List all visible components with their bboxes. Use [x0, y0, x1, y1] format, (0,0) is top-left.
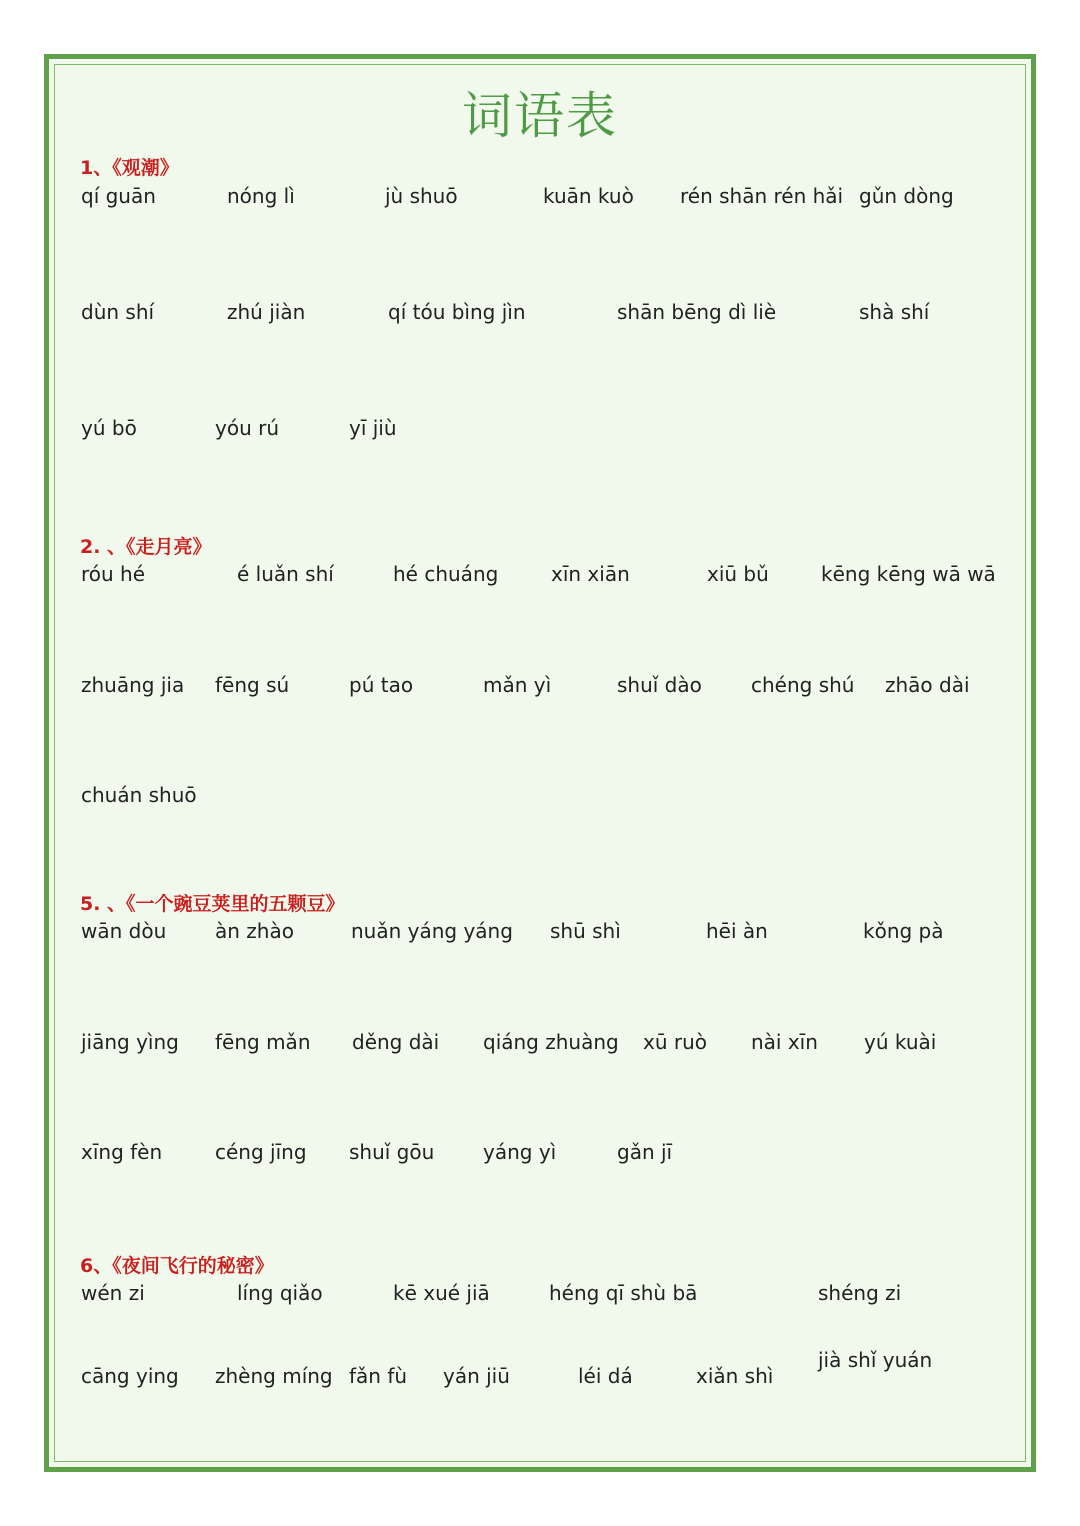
pinyin-word: fēng sú [215, 673, 290, 697]
section-heading: 1、《观潮》 [80, 157, 179, 179]
pinyin-word: jià shǐ yuán [818, 1348, 933, 1372]
pinyin-word: shuǐ gōu [349, 1140, 435, 1164]
pinyin-word: xīn xiān [551, 562, 630, 586]
pinyin-word: fǎn fù [349, 1364, 408, 1388]
pinyin-word: yóu rú [215, 416, 280, 440]
pinyin-word: hēi àn [706, 919, 768, 943]
pinyin-word: yáng yì [483, 1140, 557, 1164]
pinyin-word: shéng zi [818, 1281, 902, 1305]
pinyin-word: àn zhào [215, 919, 294, 943]
pinyin-word: pú tao [349, 673, 414, 697]
pinyin-word: mǎn yì [483, 673, 552, 697]
pinyin-word: gǎn jī [617, 1140, 673, 1164]
pinyin-word: róu hé [81, 562, 146, 586]
pinyin-word: qiáng zhuàng [483, 1030, 619, 1054]
pinyin-word: chuán shuō [81, 783, 197, 807]
pinyin-word: kē xué jiā [393, 1281, 490, 1305]
pinyin-word: nóng lì [227, 184, 295, 208]
pinyin-word: zhú jiàn [227, 300, 306, 324]
pinyin-word: shān bēng dì liè [617, 300, 777, 324]
pinyin-word: xū ruò [643, 1030, 708, 1054]
pinyin-word: wān dòu [81, 919, 167, 943]
pinyin-word: cāng ying [81, 1364, 179, 1388]
pinyin-word: kuān kuò [543, 184, 634, 208]
pinyin-word: chéng shú [751, 673, 855, 697]
pinyin-word: gǔn dòng [859, 184, 954, 208]
pinyin-word: děng dài [352, 1030, 440, 1054]
pinyin-word: xiǎn shì [696, 1364, 774, 1388]
pinyin-word: líng qiǎo [237, 1281, 323, 1305]
pinyin-word: fēng mǎn [215, 1030, 311, 1054]
pinyin-word: qí guān [81, 184, 156, 208]
pinyin-word: shà shí [859, 300, 930, 324]
pinyin-word: nuǎn yáng yáng [351, 919, 513, 943]
pinyin-word: héng qī shù bā [549, 1281, 698, 1305]
pinyin-word: yú kuài [864, 1030, 937, 1054]
pinyin-word: yú bō [81, 416, 137, 440]
section-heading: 5. 、《一个豌豆荚里的五颗豆》 [80, 893, 345, 915]
pinyin-word: kēng kēng wā wā [821, 562, 996, 586]
pinyin-word: nài xīn [751, 1030, 818, 1054]
pinyin-word: hé chuáng [393, 562, 499, 586]
pinyin-word: rén shān rén hǎi [680, 184, 844, 208]
section-heading: 6、《夜间飞行的秘密》 [80, 1255, 274, 1277]
pinyin-word: shū shì [550, 919, 621, 943]
pinyin-word: xiū bǔ [707, 562, 769, 586]
page-title: 词语表 [462, 87, 618, 145]
pinyin-word: wén zi [81, 1281, 145, 1305]
pinyin-word: zhèng míng [215, 1364, 333, 1388]
pinyin-word: yán jiū [443, 1364, 510, 1388]
pinyin-word: zhuāng jia [81, 673, 185, 697]
section-heading: 2. 、《走月亮》 [80, 536, 212, 558]
pinyin-word: yī jiù [349, 416, 397, 440]
pinyin-word: léi dá [578, 1364, 633, 1388]
pinyin-word: céng jīng [215, 1140, 307, 1164]
pinyin-word: shuǐ dào [617, 673, 702, 697]
pinyin-word: dùn shí [81, 300, 155, 324]
pinyin-word: qí tóu bìng jìn [388, 300, 526, 324]
pinyin-word: xīng fèn [81, 1140, 163, 1164]
pinyin-word: zhāo dài [885, 673, 970, 697]
pinyin-word: é luǎn shí [237, 562, 334, 586]
pinyin-word: jù shuō [385, 184, 458, 208]
pinyin-word: jiāng yìng [81, 1030, 179, 1054]
pinyin-word: kǒng pà [863, 919, 944, 943]
